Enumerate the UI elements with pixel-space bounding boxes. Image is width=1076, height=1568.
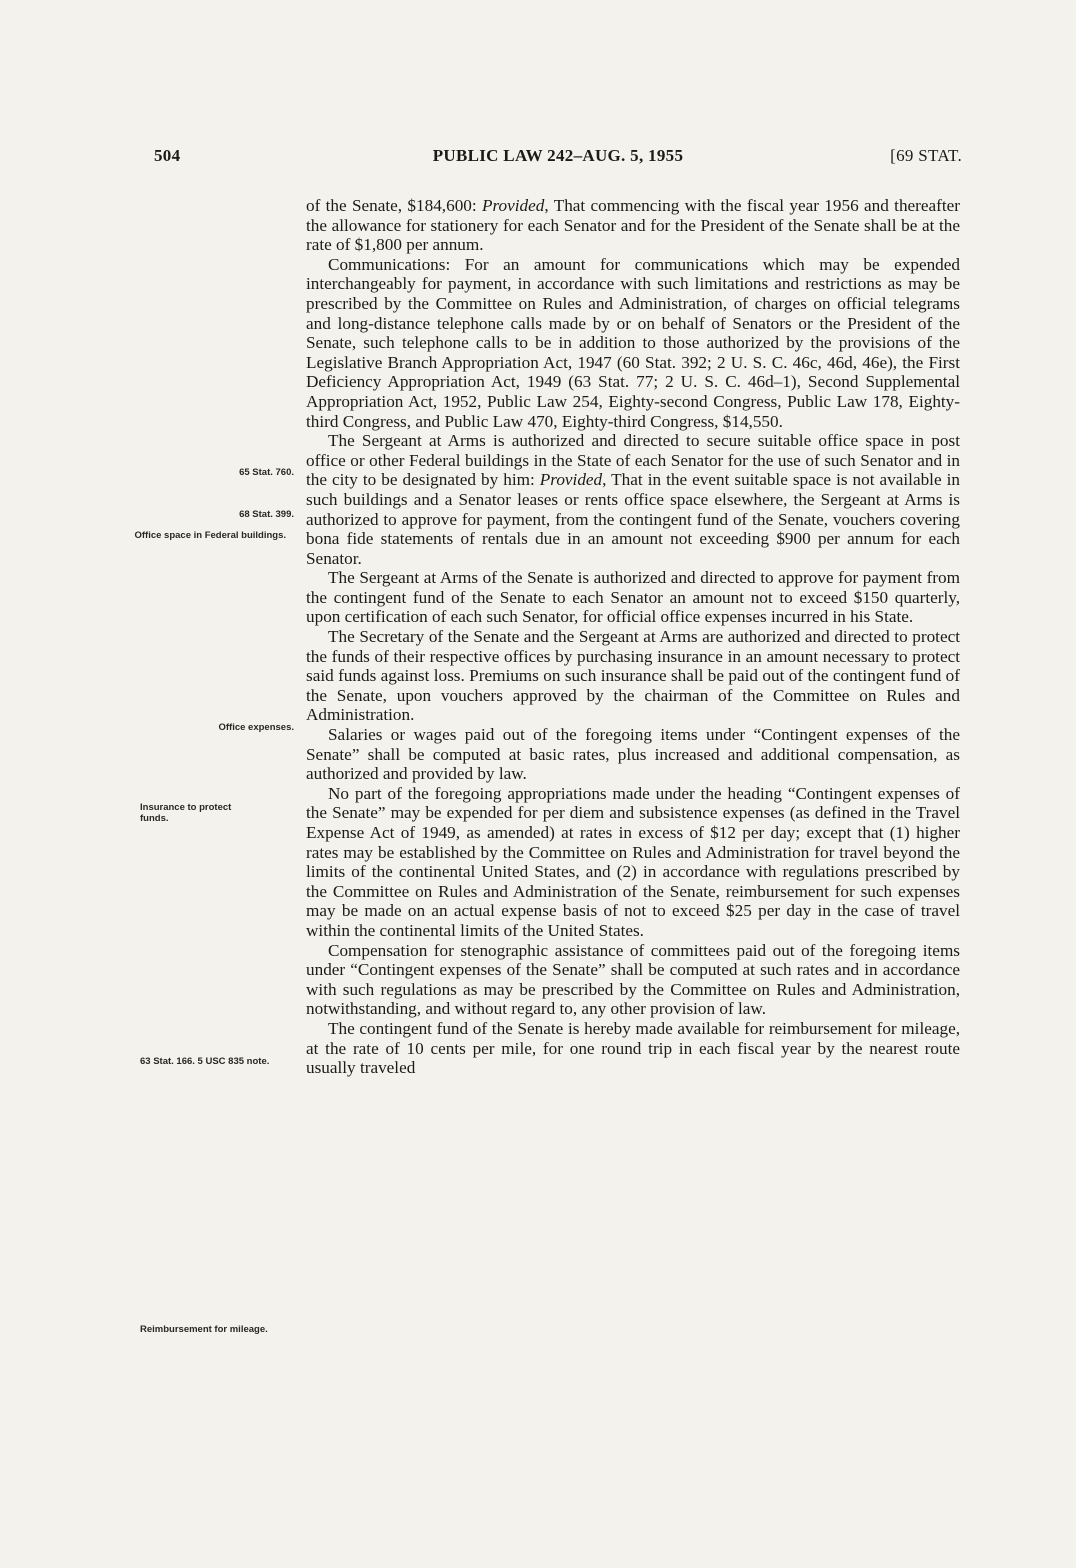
paragraph-communications: Communications: For an amount for communications which may be expended interchangeably for payment, in accordance with such limitations and restrictions as may be prescribed by the Committee on Rules and Administration, of charges on official telegrams and long-distance telephone calls made by or on behalf of Senators or the President of the Senate, such telephone calls to be in addition to those authorized by the provisions of the Legislative Branch Appropriation Act, 1947 (60 Stat. 392; 2 U. S. C. 46c, 46d, 46e), the First Deficiency Appropriation Act, 1949 (63 Stat. 77; 2 U. S. C. 46d–1), Second Supplemental Appropriation Act, 1952, Public Law 254, Eighty-second Congress, Public Law 178, Eighty-third Congress, and Public Law 470, Eighty-third Congress, $14,550. xyxy=(306,254,960,431)
volume-reference: [69 STAT. xyxy=(890,146,962,165)
paragraph-office-space: The Sergeant at Arms is authorized and directed to secure suitable office space in post office or other Federal buildings in the State of each Senator for the use of such Senator and in the city to be designated by him: Provided, That in the event suitable space is not available in such buildings and a Senator leases or rents office space elsewhere, the Sergeant at Arms is authorized to approve for payment, from the contingent fund of the Senate, vouchers covering bona fide statements of rentals due in an amount not exceeding $900 per annum for each Senator. xyxy=(306,431,960,568)
running-title: PUBLIC LAW 242–AUG. 5, 1955 xyxy=(432,146,684,165)
margin-note-mileage: Reimbursement for mileage. xyxy=(140,1324,268,1335)
paragraph-salaries: Salaries or wages paid out of the foregoing items under “Contingent expenses of the Senate” shall be computed at basic rates, plus increased and additional compensation, as authorized and provided by law. xyxy=(306,725,960,784)
page-header xyxy=(154,146,962,170)
paragraph-stenographic: Compensation for stenographic assistance of committees paid out of the foregoing items under “Contingent expenses of the Senate” shall be computed at such rates and in accordance with such regulations as may be prescribed by the Committee on Rules and Administration, notwithstanding, and without regard to, any other provision of law. xyxy=(306,940,960,1019)
margin-note-68-stat: 68 Stat. 399. xyxy=(239,509,294,520)
margin-note-63-stat: 63 Stat. 166. 5 USC 835 note. xyxy=(140,1056,270,1067)
page-number: 504 xyxy=(154,146,181,165)
paragraph-office-expenses: The Sergeant at Arms of the Senate is authorized and directed to approve for payment from the contingent fund of the Senate to each Senator an amount not to exceed $150 quarterly, upon certification of each such Senator, for official office expenses incurred in his State. xyxy=(306,568,960,627)
margin-note-office-expenses: Office expenses. xyxy=(218,722,294,733)
paragraph-mileage: The contingent fund of the Senate is hereby made available for reimbursement for mileage, at the rate of 10 cents per mile, for one round trip in each fiscal year by the nearest route usually traveled xyxy=(306,1018,960,1078)
paragraph-stationery: of the Senate, $184,600: Provided, That commencing with the fiscal year 1956 and thereafter the allowance for stationery for each Senator and for the President of the Senate shall be at the rate of $1,800 per annum. xyxy=(306,196,960,255)
margin-note-office-space: Office space in Federal buildings. xyxy=(134,530,286,541)
paragraph-insurance: The Secretary of the Senate and the Sergeant at Arms are authorized and directed to protect the funds of their respective offices by purchasing insurance in an amount necessary to protect said funds against loss. Premiums on such insurance shall be paid out of the contingent fund of the Senate, upon vouchers approved by the chairman of the Committee on Rules and Administration. xyxy=(306,627,960,725)
margin-note-insurance: Insurance to protect funds. xyxy=(140,802,232,824)
margin-note-65-stat: 65 Stat. 760. xyxy=(239,467,294,478)
body-text xyxy=(306,196,960,1078)
paragraph-per-diem: No part of the foregoing appropriations made under the heading “Contingent expenses of the Senate” may be expended for per diem and subsistence expenses (as defined in the Travel Expense Act of 1949, as amended) at rates in excess of $12 per day; except that (1) higher rates may be established by the Committee on Rules and Administration for travel beyond the limits of the continental United States, and (2) in accordance with regulations prescribed by the Committee on Rules and Administration of the Senate, reimbursement for such expenses may be made on an actual expense basis of not to exceed $25 per day in the case of travel within the continental limits of the United States. xyxy=(306,783,960,940)
